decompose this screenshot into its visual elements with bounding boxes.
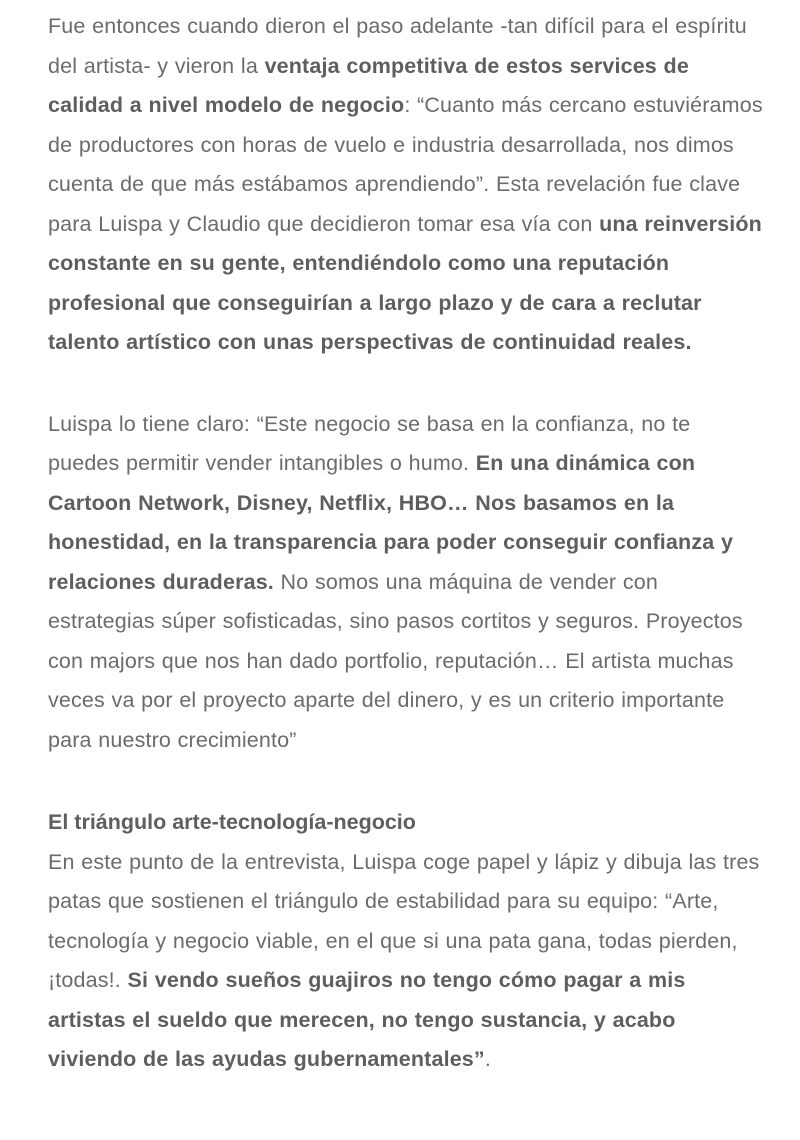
bold-run: En una dinámica con Cartoon Network, Disney, Netflix, HBO… Nos basamos en la honestidad, en la transparencia para poder conseguir confianza y relaciones duraderas. [48,451,734,594]
bold-run: una reinversión constante en su gente, entendiéndolo como una reputación profesional que conseguirían a largo plazo y de cara a reclutar talento artístico con unas perspectivas de continuidad reales. [48,211,762,354]
text-run: Fue entonces cuando dieron el paso adelante -tan difícil para el espíritu del artista- y vieron la [48,14,747,78]
bold-run: ventaja competitiva de estos services de calidad a nivel modelo de negocio [48,53,689,117]
paragraph-1 [48,7,766,363]
paragraph-2 [48,405,766,761]
text-run: En este punto de la entrevista, Luispa coge papel y lápiz y dibuja las tres patas que sostienen el triángulo de estabilidad para su equipo: “Arte, tecnología y negocio viable, en el que si una pata gana, todas pierden, ¡todas!. [48,849,760,992]
text-run: . [484,1047,491,1071]
bold-run: Si vendo sueños guajiros no tengo cómo pagar a mis artistas el sueldo que merecen, no tengo sustancia, y acabo viviendo de las ayudas gubernamentales” [48,968,686,1071]
paragraph-spacer [48,760,766,803]
section-heading: El triángulo arte-tecnología-negocio [48,810,416,834]
text-run: : “Cuanto más cercano estuviéramos de productores con horas de vuelo e industria desarrollada, nos dimos cuenta de que más estábamos aprendiendo”. Esta revelación fue clave para Luispa y Claudio que decidieron tomar esa vía con [48,93,763,236]
text-run: No somos una máquina de vender con estrategias súper sofisticadas, sino pasos cortitos y seguros. Proyectos con majors que nos han dado portfolio, reputación… El artista muchas veces va por el proyecto aparte del dinero, y es un criterio importante para nuestro crecimiento” [48,569,743,752]
paragraph-3 [48,843,766,1080]
text-run: Luispa lo tiene claro: “Este negocio se basa en la confianza, no te puedes permitir vender intangibles o humo. [48,411,691,475]
paragraph-spacer [48,363,766,405]
